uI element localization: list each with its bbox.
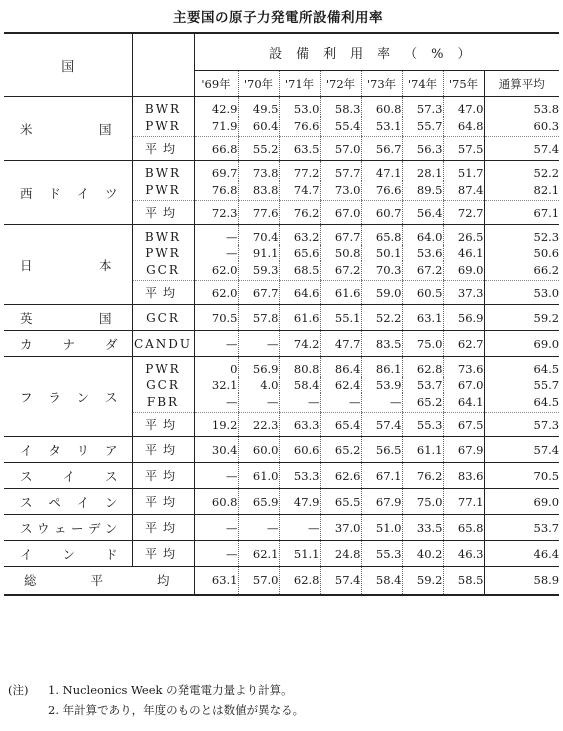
value-cell: 53.7 (484, 515, 559, 541)
value-cell: 65.4 (320, 413, 361, 437)
value-cell: 69.0 (443, 261, 484, 281)
value-cell: 72.7 (443, 201, 484, 225)
value-cell: 69.7 (194, 161, 238, 181)
reactor-type: PWR (132, 181, 194, 201)
value-cell: 74.7 (279, 181, 320, 201)
value-cell: 63.3 (279, 413, 320, 437)
value-cell: 57.0 (238, 567, 279, 595)
value-cell: 59.2 (402, 567, 443, 595)
value-cell: 67.0 (320, 201, 361, 225)
table-row (4, 331, 559, 357)
table-title: 主要国の原子力発電所設備利用率 (173, 10, 383, 26)
reactor-type: PWR (132, 245, 194, 261)
value-cell: 67.9 (361, 489, 402, 515)
value-cell: 37.0 (320, 515, 361, 541)
value-cell: 58.4 (361, 567, 402, 595)
value-cell: — (320, 393, 361, 413)
year-header: '69年 (194, 71, 238, 97)
value-cell: 46.3 (443, 541, 484, 567)
value-cell: 65.2 (320, 437, 361, 463)
value-cell: 83.8 (238, 181, 279, 201)
value-cell: 58.4 (279, 377, 320, 393)
value-cell: — (194, 515, 238, 541)
value-cell: 57.8 (238, 305, 279, 331)
value-cell: — (194, 245, 238, 261)
value-cell: 65.5 (320, 489, 361, 515)
table-row (4, 225, 559, 245)
value-cell: 64.5 (484, 393, 559, 413)
value-cell: 67.5 (443, 413, 484, 437)
value-cell: 65.6 (279, 245, 320, 261)
value-cell: 55.7 (484, 377, 559, 393)
table-row (4, 489, 559, 515)
value-cell: — (238, 331, 279, 357)
year-header: '71年 (279, 71, 320, 97)
table-row (4, 305, 559, 331)
value-cell: 69.0 (484, 331, 559, 357)
value-cell: 4.0 (238, 377, 279, 393)
value-cell: 26.5 (443, 225, 484, 245)
value-cell: 80.8 (279, 357, 320, 377)
value-cell: 33.5 (402, 515, 443, 541)
value-cell: 57.0 (320, 137, 361, 161)
value-cell: 70.5 (194, 305, 238, 331)
value-cell: 61.0 (238, 463, 279, 489)
value-cell: 69.0 (484, 489, 559, 515)
value-cell: 59.2 (484, 305, 559, 331)
year-header: 通算平均 (484, 71, 559, 97)
country-name: イ タ リ ア (20, 442, 118, 458)
table-row (4, 515, 559, 541)
average-label: 平均 (132, 515, 194, 541)
value-cell: 64.6 (279, 281, 320, 305)
value-cell: 83.5 (361, 331, 402, 357)
value-cell: 53.6 (402, 245, 443, 261)
value-cell: — (194, 331, 238, 357)
value-cell: 76.6 (279, 117, 320, 137)
value-cell: 62.8 (279, 567, 320, 595)
value-cell: 62.8 (402, 357, 443, 377)
value-cell: 67.9 (443, 437, 484, 463)
table-row (4, 437, 559, 463)
value-cell: 75.0 (402, 489, 443, 515)
value-cell: 89.5 (402, 181, 443, 201)
table-body (4, 33, 559, 595)
value-cell: 53.8 (484, 97, 559, 117)
value-cell: 53.0 (484, 281, 559, 305)
average-label: 平均 (132, 201, 194, 225)
average-label: 平均 (132, 541, 194, 567)
value-cell: 52.2 (484, 161, 559, 181)
value-cell: 73.0 (320, 181, 361, 201)
average-label: 平均 (132, 463, 194, 489)
year-header: '70年 (238, 71, 279, 97)
value-cell: 47.7 (320, 331, 361, 357)
value-cell: 51.0 (361, 515, 402, 541)
value-cell: 53.1 (361, 117, 402, 137)
value-cell: 76.6 (361, 181, 402, 201)
country-name: ス ウ ェ ー デ ン (20, 520, 118, 536)
value-cell: 24.8 (320, 541, 361, 567)
value-cell: 67.7 (320, 225, 361, 245)
country-name: ス ペ イ ン (20, 494, 118, 510)
value-cell: 50.1 (361, 245, 402, 261)
value-cell: 55.7 (402, 117, 443, 137)
value-cell: 52.2 (361, 305, 402, 331)
value-cell: 73.8 (238, 161, 279, 181)
year-header: '74年 (402, 71, 443, 97)
notes-lead: (注) (8, 683, 29, 697)
value-cell: 28.1 (402, 161, 443, 181)
header-rate: 設備利用率（%） (194, 33, 559, 71)
value-cell: 77.6 (238, 201, 279, 225)
reactor-type: CANDU (132, 331, 194, 357)
table-row (4, 463, 559, 489)
value-cell: 66.8 (194, 137, 238, 161)
value-cell: 51.1 (279, 541, 320, 567)
value-cell: — (194, 541, 238, 567)
value-cell: 87.4 (443, 181, 484, 201)
value-cell: — (238, 393, 279, 413)
value-cell: 64.0 (402, 225, 443, 245)
average-label: 平均 (132, 413, 194, 437)
value-cell: 68.5 (279, 261, 320, 281)
value-cell: 60.4 (238, 117, 279, 137)
value-cell: 50.8 (320, 245, 361, 261)
value-cell: 57.7 (320, 161, 361, 181)
value-cell: 59.3 (238, 261, 279, 281)
value-cell: 63.1 (194, 567, 238, 595)
value-cell: 86.4 (320, 357, 361, 377)
value-cell: 62.4 (320, 377, 361, 393)
value-cell: 55.1 (320, 305, 361, 331)
value-cell: 71.9 (194, 117, 238, 137)
value-cell: 46.1 (443, 245, 484, 261)
value-cell: 55.3 (402, 413, 443, 437)
value-cell: 37.3 (443, 281, 484, 305)
value-cell: 40.2 (402, 541, 443, 567)
value-cell: 56.9 (238, 357, 279, 377)
utilization-table (4, 32, 559, 596)
value-cell: 63.5 (279, 137, 320, 161)
value-cell: 55.3 (361, 541, 402, 567)
country-name: イ ン ド (20, 546, 118, 562)
value-cell: 60.7 (361, 201, 402, 225)
value-cell: 72.3 (194, 201, 238, 225)
country-name: 英 国 (20, 310, 112, 326)
value-cell: 60.0 (238, 437, 279, 463)
value-cell: 64.5 (484, 357, 559, 377)
table-row (4, 541, 559, 567)
value-cell: 56.7 (361, 137, 402, 161)
average-label: 平均 (132, 437, 194, 463)
value-cell: 62.0 (194, 281, 238, 305)
value-cell: — (279, 515, 320, 541)
value-cell: 70.3 (361, 261, 402, 281)
value-cell: 76.2 (402, 463, 443, 489)
value-cell: 63.1 (402, 305, 443, 331)
value-cell: 57.3 (484, 413, 559, 437)
value-cell: 60.3 (484, 117, 559, 137)
value-cell: 67.7 (238, 281, 279, 305)
value-cell: 57.4 (361, 413, 402, 437)
value-cell: 73.6 (443, 357, 484, 377)
value-cell: — (279, 393, 320, 413)
value-cell: 67.2 (320, 261, 361, 281)
value-cell: 60.8 (194, 489, 238, 515)
value-cell: — (194, 463, 238, 489)
table-row (4, 161, 559, 181)
value-cell: 57.4 (484, 437, 559, 463)
value-cell: 53.9 (361, 377, 402, 393)
year-header: '72年 (320, 71, 361, 97)
value-cell: 86.1 (361, 357, 402, 377)
reactor-type: BWR (132, 97, 194, 117)
value-cell: 30.4 (194, 437, 238, 463)
value-cell: 60.6 (279, 437, 320, 463)
value-cell: 76.8 (194, 181, 238, 201)
value-cell: 60.5 (402, 281, 443, 305)
reactor-type: GCR (132, 305, 194, 331)
value-cell: 62.1 (238, 541, 279, 567)
value-cell: 46.4 (484, 541, 559, 567)
value-cell: 47.9 (279, 489, 320, 515)
value-cell: 56.5 (361, 437, 402, 463)
value-cell: 67.1 (484, 201, 559, 225)
value-cell: 76.2 (279, 201, 320, 225)
country-name: 西 ド イ ツ (20, 185, 118, 201)
value-cell: 61.6 (320, 281, 361, 305)
reactor-type: BWR (132, 161, 194, 181)
table-row (4, 357, 559, 377)
value-cell: 53.0 (279, 97, 320, 117)
reactor-type: GCR (132, 261, 194, 281)
value-cell: 0 (194, 357, 238, 377)
reactor-type: BWR (132, 225, 194, 245)
value-cell: 70.5 (484, 463, 559, 489)
value-cell: — (361, 393, 402, 413)
total-average-label: 総 平 均 (24, 573, 170, 589)
value-cell: 58.9 (484, 567, 559, 595)
average-label: 平均 (132, 281, 194, 305)
value-cell: 74.2 (279, 331, 320, 357)
value-cell: 55.4 (320, 117, 361, 137)
country-name: 日 本 (20, 257, 112, 273)
note-2: 2. 年計算であり，年度のものとは数値が異なる。 (48, 703, 305, 717)
value-cell: 57.4 (320, 567, 361, 595)
value-cell: 77.1 (443, 489, 484, 515)
value-cell: 56.3 (402, 137, 443, 161)
reactor-type: FBR (132, 393, 194, 413)
country-name: 米 国 (20, 121, 112, 137)
header-country: 国 (61, 59, 75, 75)
value-cell: 70.4 (238, 225, 279, 245)
value-cell: — (194, 393, 238, 413)
table-row (4, 97, 559, 117)
value-cell: 22.3 (238, 413, 279, 437)
value-cell: 65.9 (238, 489, 279, 515)
value-cell: 77.2 (279, 161, 320, 181)
year-header: '75年 (443, 71, 484, 97)
value-cell: 65.2 (402, 393, 443, 413)
value-cell: 65.8 (361, 225, 402, 245)
country-name: ス イ ス (20, 468, 118, 484)
reactor-type: GCR (132, 377, 194, 393)
value-cell: — (194, 225, 238, 245)
value-cell: 56.4 (402, 201, 443, 225)
value-cell: 82.1 (484, 181, 559, 201)
value-cell: 61.1 (402, 437, 443, 463)
value-cell: 67.0 (443, 377, 484, 393)
average-label: 平均 (132, 137, 194, 161)
value-cell: 19.2 (194, 413, 238, 437)
country-name: フ ラ ン ス (20, 389, 118, 405)
value-cell: 47.1 (361, 161, 402, 181)
value-cell: 63.2 (279, 225, 320, 245)
value-cell: 58.5 (443, 567, 484, 595)
value-cell: 62.0 (194, 261, 238, 281)
value-cell: 64.1 (443, 393, 484, 413)
year-header: '73年 (361, 71, 402, 97)
value-cell: 75.0 (402, 331, 443, 357)
value-cell: 53.7 (402, 377, 443, 393)
value-cell: 65.8 (443, 515, 484, 541)
value-cell: 57.4 (484, 137, 559, 161)
value-cell: 62.7 (443, 331, 484, 357)
value-cell: 51.7 (443, 161, 484, 181)
value-cell: 57.3 (402, 97, 443, 117)
value-cell: 83.6 (443, 463, 484, 489)
value-cell: 53.3 (279, 463, 320, 489)
reactor-type: PWR (132, 357, 194, 377)
value-cell: 60.8 (361, 97, 402, 117)
notes (8, 680, 304, 720)
value-cell: 58.3 (320, 97, 361, 117)
value-cell: 55.2 (238, 137, 279, 161)
value-cell: 67.2 (402, 261, 443, 281)
value-cell: 52.3 (484, 225, 559, 245)
value-cell: 50.6 (484, 245, 559, 261)
value-cell: 61.6 (279, 305, 320, 331)
value-cell: — (238, 515, 279, 541)
value-cell: 47.0 (443, 97, 484, 117)
value-cell: 42.9 (194, 97, 238, 117)
value-cell: 91.1 (238, 245, 279, 261)
value-cell: 64.8 (443, 117, 484, 137)
value-cell: 59.0 (361, 281, 402, 305)
note-1: 1. Nucleonics Week の発電電力量より計算。 (48, 683, 293, 697)
country-name: カ ナ ダ (20, 336, 118, 352)
value-cell: 66.2 (484, 261, 559, 281)
value-cell: 67.1 (361, 463, 402, 489)
value-cell: 32.1 (194, 377, 238, 393)
average-label: 平均 (132, 489, 194, 515)
total-average-row (4, 567, 559, 595)
reactor-type: PWR (132, 117, 194, 137)
value-cell: 56.9 (443, 305, 484, 331)
value-cell: 62.6 (320, 463, 361, 489)
value-cell: 57.5 (443, 137, 484, 161)
value-cell: 49.5 (238, 97, 279, 117)
